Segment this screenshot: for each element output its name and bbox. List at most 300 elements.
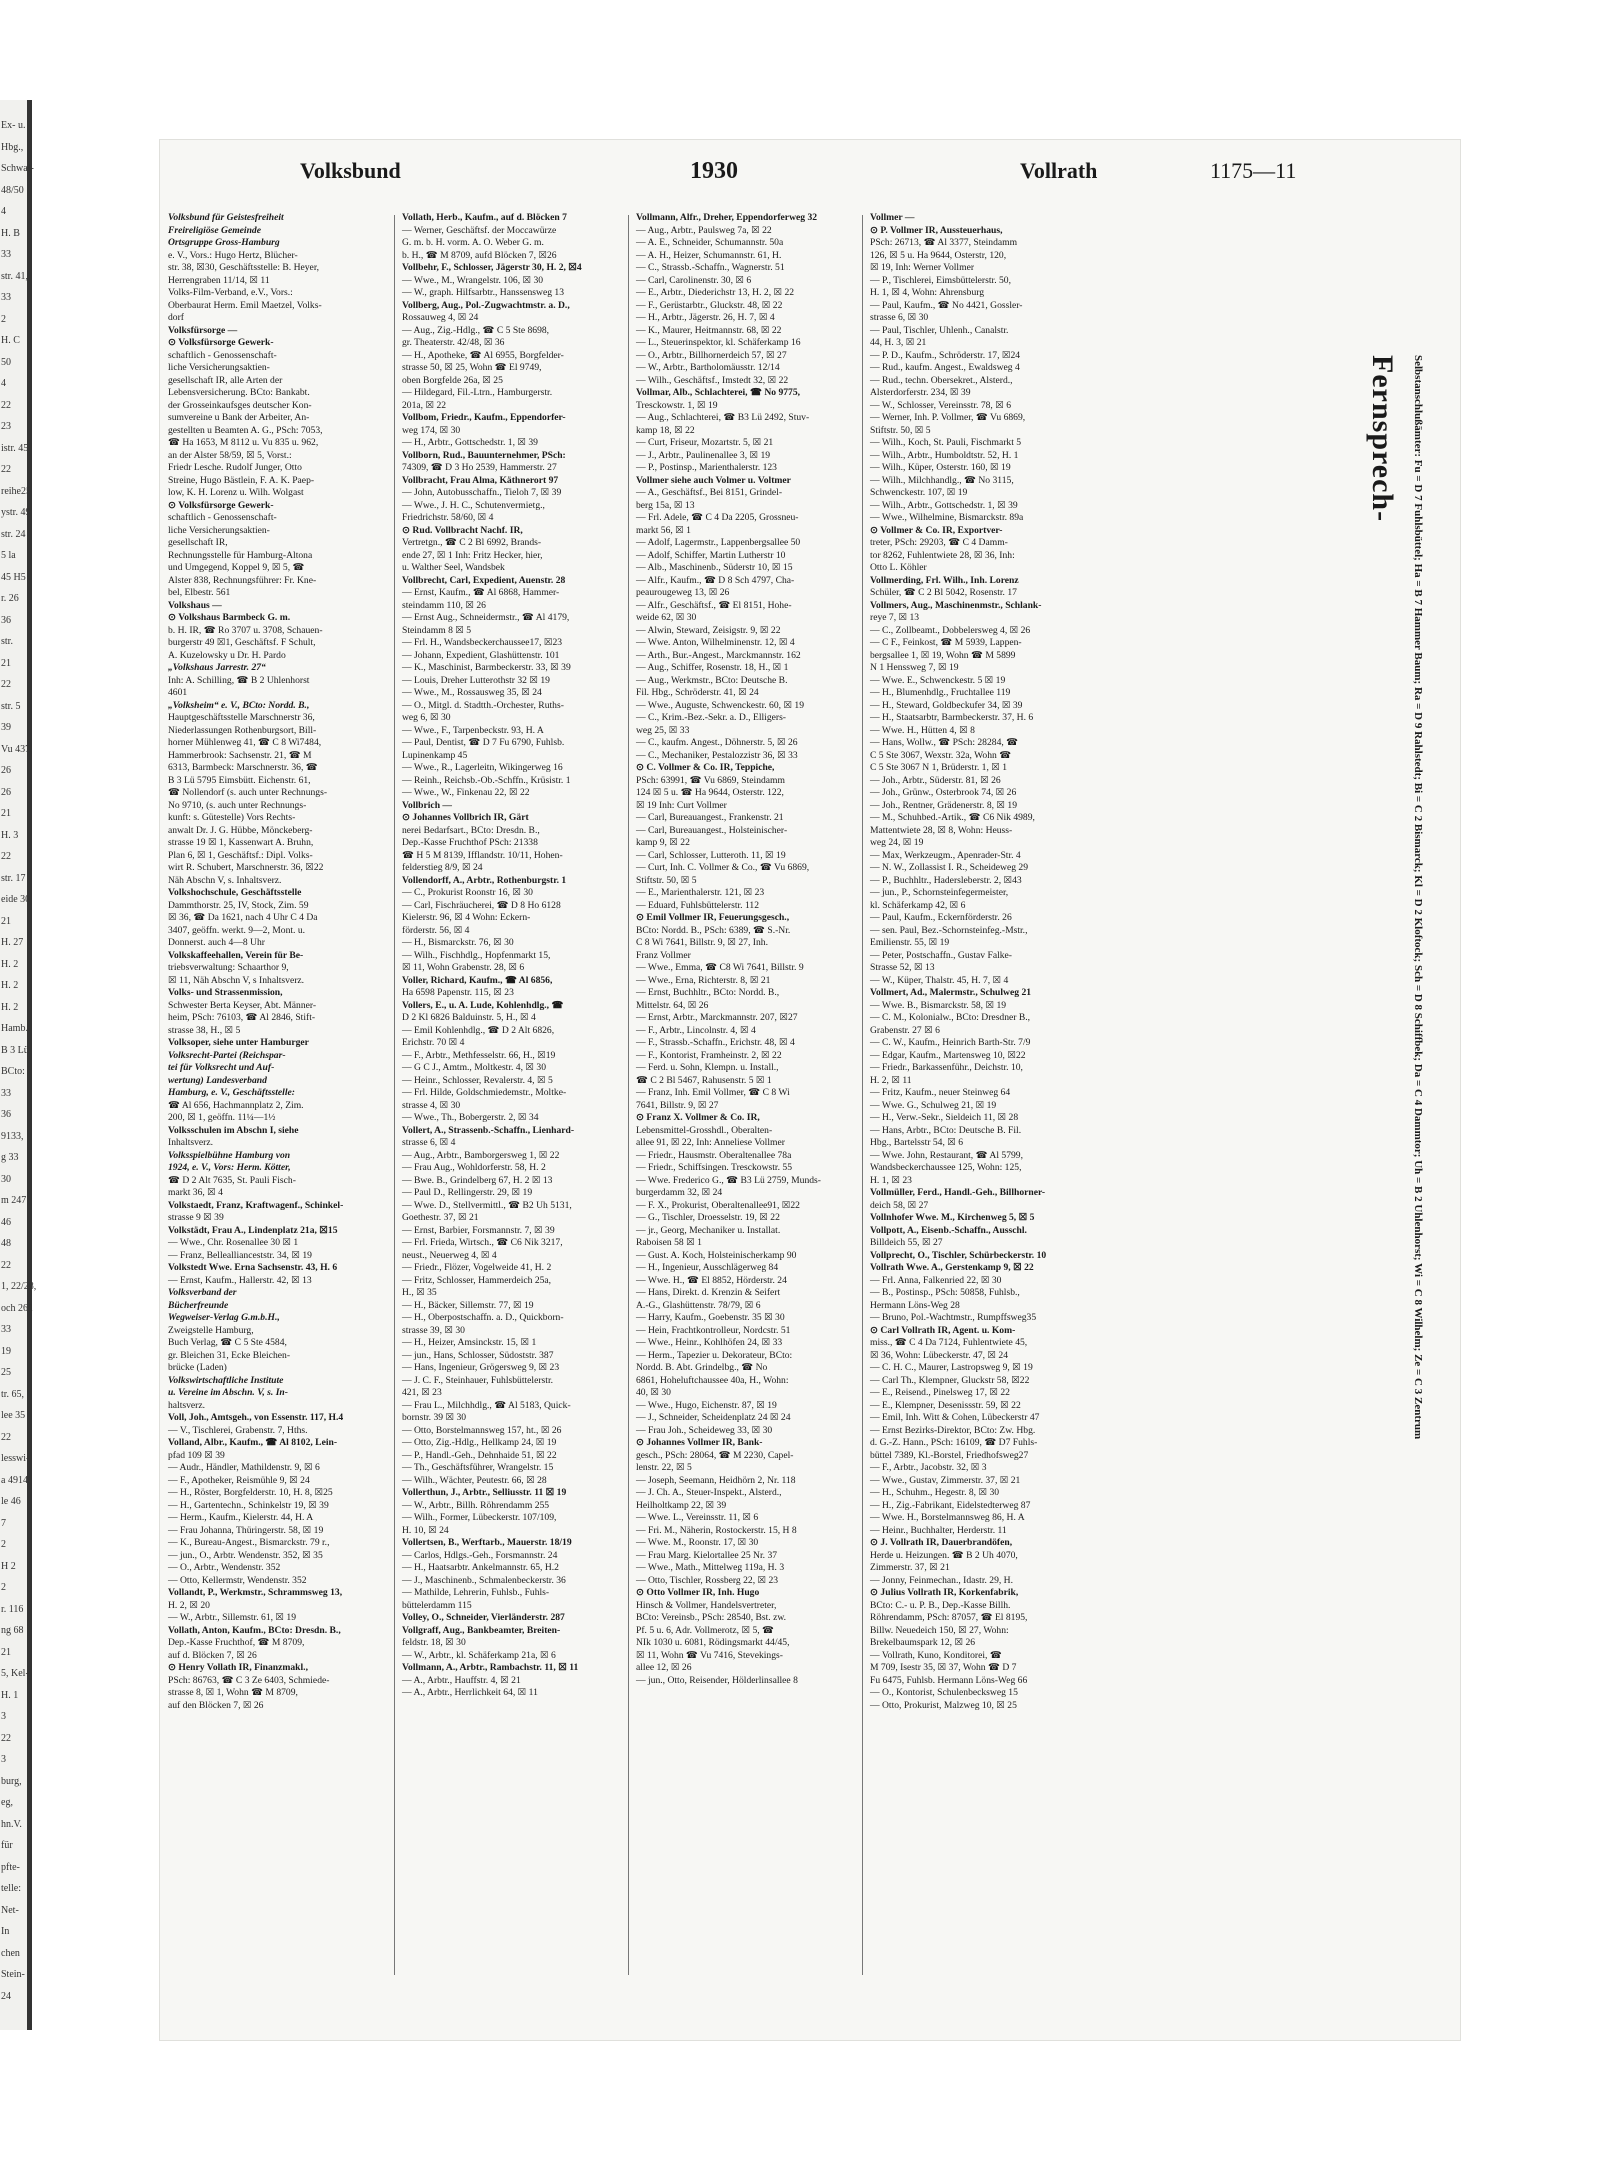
directory-entry-line: Vollbracht, Frau Alma, Käthnerort 97 — [402, 474, 559, 486]
directory-entry-line: gestellten u Beamten A. G., PSch: 7053, — [168, 424, 323, 436]
directory-entry-line: Volkstaedt, Franz, Kraftwagenf., Schinkel- — [168, 1199, 344, 1211]
directory-entry-line: — Frl. Hilde, Goldschmiedemstr., Moltke- — [402, 1087, 567, 1098]
directory-entry-line: „Volkshaus Jarrestr. 27“ — [168, 662, 266, 673]
directory-entry-line: — F., Arbtr., Jacobstr. 32, ☒ 3 — [870, 1462, 987, 1473]
directory-entry-line: PSch: 26713, ☎ Al 3377, Steindamm — [870, 237, 1018, 248]
directory-entry-line: Volkshaus — — [168, 599, 222, 611]
directory-entry-line: Hermann Löns-Weg 28 — [870, 1299, 960, 1311]
directory-entry-line: deich 58, ☒ 27 — [870, 1199, 929, 1211]
adjacent-text-fragment: lee 35 — [1, 1410, 26, 1421]
directory-entry-line: u. Vereine im Abschn. V, s. In- — [168, 1387, 288, 1398]
directory-entry-line: Inh: A. Schilling, ☎ B 2 Uhlenhorst — [168, 674, 310, 686]
directory-entry-line: — C. W., Kaufm., Heinrich Barth-Str. 7/9 — [870, 1037, 1031, 1048]
directory-entry-line: ⊙ Volksfürsorge Gewerk- — [168, 337, 274, 348]
directory-entry-line: — Heinr., Schlosser, Revalerstr. 4, ☒ 5 — [402, 1074, 553, 1086]
directory-entry-line: — A., Geschäftsf., Bei 8151, Grindel- — [636, 487, 783, 498]
directory-entry-line: büttelerdamm 115 — [402, 1599, 472, 1611]
directory-entry-line: H. 10, ☒ 24 — [402, 1524, 449, 1536]
adjacent-text-fragment: 3 — [1, 1711, 6, 1722]
directory-entry-line: Emilienstr. 55, ☒ 19 — [870, 937, 950, 948]
directory-entry-line: weg 174, ☒ 30 — [402, 424, 461, 436]
directory-entry-line: 40, ☒ 30 — [636, 1387, 671, 1398]
adjacent-text-fragment: 39 — [1, 722, 11, 733]
adjacent-text-fragment: 23 — [1, 421, 11, 432]
directory-entry-line: — Aug., Arbtr., Paulsweg 7a, ☒ 22 — [636, 224, 772, 236]
directory-entry-line: Vollmer siehe auch Volmer u. Voltmer — [636, 474, 791, 486]
directory-entry-line: Hauptgeschäftsstelle Marschnerstr 36, — [168, 712, 315, 723]
directory-entry-line: — P., Tischlerei, Eimsbüttelerstr. 50, — [870, 274, 1011, 286]
directory-entry-line: nerei Bedarfsart., BCto: Dresdn. B., — [402, 824, 540, 836]
directory-entry-line: — Wwe., Chr. Rosenallee 30 ☒ 1 — [168, 1237, 299, 1248]
adjacent-text-fragment: H. 2 — [1, 958, 19, 970]
directory-entry-line: — Paul, Kaufm., Eckernförderstr. 26 — [870, 912, 1012, 923]
directory-entry-line: — Wwe. Anton, Wilhelminenstr. 12, ☒ 4 — [636, 637, 795, 648]
directory-entry-line: Volkswirtschaftliche Institute — [168, 1374, 284, 1386]
directory-entry-line: Schwester Berta Keyser, Abt. Männer- — [168, 999, 317, 1011]
directory-entry-line: förderstr. 56, ☒ 4 — [402, 924, 470, 936]
directory-entry-line: Vollbrich — — [402, 799, 453, 811]
adjacent-text-fragment: In — [1, 1926, 10, 1937]
directory-entry-line: — Friedr., Schiffsingen. Tresckowstr. 55 — [636, 1162, 792, 1173]
directory-entry-line: und Umgegend, Koppel 9, ☒ 5, ☎ — [168, 562, 305, 573]
directory-entry-line: — Curt, Inh. C. Vollmer & Co., ☎ Vu 6869, — [636, 862, 810, 873]
directory-entry-line: weide 62, ☒ 30 — [636, 612, 697, 623]
directory-entry-line: Vollmar, Alb., Schlachterei, ☎ No 9775, — [636, 387, 801, 398]
directory-entry-line: u. Walther Seel, Wandsbek — [402, 562, 505, 573]
directory-entry-line: — Ernst, Barbier, Forsmannstr. 7, ☒ 39 — [402, 1224, 555, 1236]
adjacent-text-fragment: telle: — [1, 1883, 21, 1894]
directory-entry-line: Vollbrecht, Carl, Expedient, Auenstr. 28 — [402, 574, 566, 586]
directory-entry-line: Vollnhofer Wwe. M., Kirchenweg 5, ☒ 5 — [870, 1212, 1035, 1223]
directory-entry-line: schaftlich - Genossenschaft- — [168, 512, 277, 523]
directory-entry-line: — Wwe., Hugo, Eichenstr. 87, ☒ 19 — [636, 1399, 777, 1411]
directory-entry-line: wertung) Landesverband — [168, 1074, 267, 1086]
directory-entry-line: Vollprecht, O., Tischler, Schürbeckerstr. 10 — [870, 1249, 1047, 1261]
directory-entry-line: — Edgar, Kaufm., Martensweg 10, ☒22 — [870, 1049, 1026, 1061]
adjacent-text-fragment: pfte- — [1, 1861, 20, 1873]
directory-entry-line: Brekelbaumspark 12, ☒ 26 — [870, 1637, 976, 1648]
directory-entry-line: 4601 — [168, 687, 188, 698]
directory-entry-line: — Mathilde, Lehrerin, Fuhlsb., Fuhls- — [402, 1587, 550, 1598]
directory-entry-line: — Frl. Adele, ☎ C 4 Da 2205, Grossneu- — [636, 512, 799, 523]
directory-entry-line: der Grosseinkaufsges deutscher Kon- — [168, 399, 312, 411]
directory-entry-line: 44, H. 3, ☒ 21 — [870, 337, 927, 348]
adjacent-text-fragment: 45 H5 — [1, 571, 26, 583]
adjacent-text-fragment: str. 5 — [1, 700, 21, 712]
adjacent-text-fragment: 33 — [1, 249, 11, 260]
directory-entry-line: burgerstr 49 ☒1, Geschäftsf. F Schult, — [168, 637, 316, 648]
directory-entry-line: — Wwe. M., Roonstr. 17, ☒ 30 — [636, 1537, 759, 1548]
column-2 — [402, 212, 624, 1982]
directory-entry-line: Vollmann, A., Arbtr., Rambachstr. 11, ☒ 11 — [402, 1662, 579, 1673]
directory-entry-line: — Eduard, Fuhlsbüttelerstr. 112 — [636, 899, 760, 911]
directory-entry-line: — Hans, Direkt. d. Krenzin & Seifert — [636, 1287, 781, 1298]
directory-entry-line: Vollerthun, J., Arbtr., Selliusstr. 11 ☒ 19 — [402, 1487, 567, 1498]
adjacent-text-fragment: für — [1, 1840, 13, 1851]
directory-entry-line: Volksverband der — [168, 1287, 237, 1298]
directory-entry-line: — E., Reisend., Pinelsweg 17, ☒ 22 — [870, 1387, 1010, 1398]
column-4 — [870, 212, 1092, 1982]
directory-entry-line: bornstr. 39 ☒ 30 — [402, 1412, 467, 1423]
adjacent-text-fragment: Vu 437, — [1, 743, 33, 755]
adjacent-text-fragment: 4 — [1, 378, 6, 389]
directory-entry-line: ☎ C 2 Bl 5467, Rahusenstr. 5 ☒ 1 — [636, 1074, 772, 1086]
directory-entry-line: gesch., PSch: 28064, ☎ M 2230, Capel- — [636, 1449, 794, 1461]
directory-entry-line: büttel 7389, Kl.-Borstel, Friedhofsweg27 — [870, 1449, 1029, 1461]
directory-entry-line: BCto: Nordd. B., PSch: 6389, ☎ S.-Nr. — [636, 924, 791, 936]
adjacent-text-fragment: r. 116 — [1, 1603, 24, 1615]
directory-entry-line: Vollendorff, A., Arbtr., Rothenburgstr. 1 — [402, 874, 567, 886]
directory-entry-line: — Joh., Arbtr., Süderstr. 81, ☒ 26 — [870, 774, 1001, 786]
directory-entry-line: — Curt, Friseur, Mozartstr. 5, ☒ 21 — [636, 437, 774, 448]
directory-entry-line: — Alwin, Steward, Zeisigstr. 9, ☒ 22 — [636, 624, 781, 636]
adjacent-text-fragment: 5, Kel- — [1, 1668, 29, 1679]
directory-entry-line: Vollmers, Aug., Maschinenmstr., Schlank- — [870, 599, 1042, 611]
directory-entry-line: Alster 838, Rechnungsführer: Fr. Kne- — [168, 574, 317, 586]
directory-entry-line: auf d. Blöcken 7, ☒ 26 — [168, 1649, 257, 1661]
directory-entry-line: strasse 38, H., ☒ 5 — [168, 1024, 241, 1036]
directory-entry-line: — Max, Werkzeugm., Apenrader-Str. 4 — [870, 849, 1021, 861]
adjacent-text-fragment: 21 — [1, 915, 11, 927]
directory-entry-line: ⊙ Rud. Vollbracht Nachf. IR, — [402, 524, 523, 536]
directory-entry-line: Rechnungsstelle für Hamburg-Altona — [168, 549, 313, 561]
directory-entry-line: — Fritz, Kaufm., neuer Steinweg 64 — [870, 1087, 1011, 1098]
directory-entry-line: Vollmann, Alfr., Dreher, Eppendorferweg 32 — [636, 212, 818, 223]
directory-entry-line: Volkstedt Wwe. Erna Sachsenstr. 43, H. 6 — [168, 1262, 338, 1273]
directory-entry-line: — Aug., Werkmstr., BCto: Deutsche B. — [636, 674, 788, 686]
adjacent-text-fragment: Hbg., — [1, 141, 24, 153]
adjacent-text-fragment: 26 — [1, 765, 11, 776]
directory-entry-line: ⊙ C. Vollmer & Co. IR, Teppiche, — [636, 762, 775, 773]
directory-entry-line: ☎ Nollendorf (s. auch unter Rechnungs- — [168, 787, 328, 798]
directory-entry-line: Grabenstr. 27 ☒ 6 — [870, 1024, 940, 1036]
directory-entry-line: — H., Oberpostschaffn. a. D., Quickborn- — [402, 1312, 564, 1323]
directory-entry-line: — H., Arbtr., Jägerstr. 26, H. 7, ☒ 4 — [636, 312, 775, 323]
directory-entry-line: — H., Gartentechn., Schinkelstr 19, ☒ 39 — [168, 1499, 329, 1511]
directory-entry-line: Dep.-Kasse Fruchthof, ☎ M 8709, — [168, 1637, 305, 1648]
directory-entry-line: Volkskaffeehallen, Verein für Be- — [168, 949, 304, 961]
adjacent-text-fragment: lesswi- — [1, 1453, 30, 1464]
directory-entry-line: — Carl, Bureauangest., Frankenstr. 21 — [636, 812, 784, 823]
directory-entry-line: Volksspielbühne Hamburg von — [168, 1149, 291, 1161]
directory-entry-line: — Frl. Anna, Falkenried 22, ☒ 30 — [870, 1274, 1002, 1286]
directory-entry-line: horner Mühlenweg 41, ☎ C 8 Wi7484, — [168, 737, 322, 748]
directory-entry-line: — Jonny, Feinmechan., Idastr. 29, H. — [870, 1574, 1013, 1586]
directory-entry-line: — Carl, Carolinenstr. 30, ☒ 6 — [636, 274, 752, 286]
directory-entry-line: Hamburg, e. V., Geschäftsstelle: — [168, 1087, 295, 1098]
directory-entry-line: — Ernst, Buchhltr., BCto: Nordd. B., — [636, 987, 780, 998]
directory-entry-line: — Wwe., W., Finkenau 22, ☒ 22 — [402, 787, 530, 798]
directory-entry-line: C 5 Ste 3067, Wexstr. 32a, Wohn ☎ — [870, 749, 1012, 761]
directory-entry-line: — Ernst, Kaufm., ☎ Al 6868, Hammer- — [402, 587, 560, 598]
directory-entry-line: — Carl, Schlosser, Lutteroth. 11, ☒ 19 — [636, 849, 786, 861]
directory-entry-line: — Frl. Frieda, Wirtsch., ☎ C6 Nik 3217, — [402, 1237, 563, 1248]
directory-entry-line: — Wwe. H., Borstelmannsweg 86, H. A — [870, 1512, 1025, 1523]
directory-entry-line: low, K. H. Lorenz u. Wilh. Wolgast — [168, 487, 304, 498]
directory-entry-line: 6313, Barmbeck: Marschnerstr. 36, ☎ — [168, 762, 318, 773]
directory-entry-line: allee 12, ☒ 26 — [636, 1662, 692, 1673]
directory-entry-line: — Otto, Prokurist, Malzweg 10, ☒ 25 — [870, 1699, 1017, 1711]
directory-entry-line: — A., Arbtr., Hauffstr. 4, ☒ 21 — [402, 1674, 521, 1686]
directory-entry-line: kamp 18, ☒ 22 — [636, 424, 695, 436]
directory-entry-line: dorf — [168, 312, 184, 323]
sidebar-title: Fernsprech- — [1366, 355, 1399, 523]
directory-entry-line: — Ernst, Kaufm., Hallerstr. 42, ☒ 13 — [168, 1274, 312, 1286]
adjacent-text-fragment: 5 la — [1, 550, 16, 561]
directory-entry-line: — Aug., Arbtr., Bamborgersweg 1, ☒ 22 — [402, 1149, 560, 1161]
adjacent-text-fragment: 36 — [1, 1109, 11, 1120]
directory-entry-line: — W., Arbtr., kl. Schäferkamp 21a, ☒ 6 — [402, 1649, 556, 1661]
directory-entry-line: — C F., Feinkost, ☎ M 5939, Lappen- — [870, 637, 1022, 648]
directory-entry-line: Friedrichstr. 58/60, ☒ 4 — [402, 512, 494, 523]
directory-entry-line: — Wwe. E., Schwenckestr. 5 ☒ 19 — [870, 674, 1006, 686]
directory-entry-line: Nordd. B. Abt. Grindelbg., ☎ No — [636, 1362, 768, 1373]
adjacent-text-fragment: H. 27 — [1, 937, 24, 948]
directory-entry-line: — jr., Georg, Mechaniker u. Installat. — [636, 1224, 781, 1236]
directory-entry-line: — Ernst Bezirks-Direktor, BCto: Zw. Hbg. — [870, 1424, 1036, 1436]
directory-entry-line: Zimmerstr. 37, ☒ 21 — [870, 1562, 950, 1573]
directory-entry-line: Vollmert, Ad., Malermstr., Schulweg 21 — [870, 987, 1032, 998]
directory-entry-line: A.-G., Glashüttenstr. 78/79, ☒ 6 — [636, 1299, 761, 1311]
directory-entry-line: ☎ Al 656, Hachmannplatz 2, Zim. — [168, 1099, 304, 1111]
directory-entry-line: — H., Schuhm., Hegestr. 8, ☒ 30 — [870, 1487, 1000, 1498]
directory-entry-line: — Heinr., Buchhalter, Herderstr. 11 — [870, 1524, 1007, 1536]
directory-entry-line: — Wwe., F., Tarpenbeckstr. 93, H. A — [402, 724, 544, 736]
directory-entry-line: — F., Strassb.-Schaffn., Erichstr. 48, ☒ 4 — [636, 1037, 795, 1048]
directory-entry-line: Niederlassungen Rothenburgsort, Bill- — [168, 724, 317, 736]
directory-entry-line: — V., Tischlerei, Grabenstr. 7, Hths. — [168, 1424, 308, 1436]
page-gutter — [27, 100, 32, 2030]
directory-entry-line: Volksrecht-Partei (Reichspar- — [168, 1049, 286, 1061]
directory-entry-line: Volksbund für Geistesfreiheit — [168, 212, 284, 223]
directory-entry-line: — Wwe., Erna, Richterstr. 8, ☒ 21 — [636, 974, 771, 986]
directory-entry-line: „Volksheim“ e. V., BCto: Nordd. B., — [168, 699, 310, 711]
directory-entry-line: — H., Arbtr., Gottschedstr. 1, ☒ 39 — [402, 437, 538, 448]
directory-entry-line: auf den Blöcken 7, ☒ 26 — [168, 1699, 264, 1711]
adjacent-text-fragment: 33 — [1, 292, 11, 303]
directory-entry-line: Wandsbeckerchaussee 125, Wohn: 125, — [870, 1162, 1022, 1173]
directory-entry-line: — Paul, Tischler, Uhlenh., Canalstr. — [870, 324, 1009, 336]
directory-entry-line: Vollath, Anton, Kaufm., BCto: Dresdn. B., — [168, 1624, 341, 1636]
directory-entry-line: reye 7, ☒ 13 — [870, 612, 920, 623]
directory-entry-line: strasse 9 ☒ 39 — [168, 1212, 224, 1223]
directory-entry-line: BCto: C.- u. P. B., Dep.-Kasse Billh. — [870, 1599, 1011, 1611]
directory-entry-line: Schwenckestr. 107, ☒ 19 — [870, 487, 968, 498]
adjacent-text-fragment: 1, 22/28, — [1, 1281, 37, 1292]
directory-entry-line: — Fri. M., Näherin, Rostockerstr. 15, H 8 — [636, 1524, 797, 1536]
directory-entry-line: Alsterdorferstr. 234, ☒ 39 — [870, 387, 971, 398]
directory-entry-line: — Wilh., Arbtr., Gottschedstr. 1, ☒ 39 — [870, 499, 1018, 511]
directory-entry-line: strasse 6, ☒ 4 — [402, 1137, 456, 1148]
directory-entry-line: — E., Arbtr., Diederichstr 13, H. 2, ☒ 22 — [636, 287, 795, 298]
column-3 — [636, 212, 858, 1982]
directory-entry-line: Ortsgruppe Gross-Hamburg — [168, 237, 280, 248]
directory-entry-line: Strasse 52, ☒ 13 — [870, 962, 935, 973]
directory-entry-line: — Emil Kohlenhdlg., ☎ D 2 Alt 6826, — [402, 1024, 555, 1036]
directory-entry-line: — J., Schneider, Scheidenplatz 24 ☒ 24 — [636, 1412, 791, 1423]
directory-entry-line: — Hein, Frachtkontrolleur, Nordcstr. 51 — [636, 1324, 791, 1336]
directory-entry-line: Vollpott, A., Eisenb.-Schaffn., Ausschl. — [870, 1224, 1027, 1236]
directory-entry-line: — Reinh., Reichsb.-Ob.-Schffn., Krüsistr. 1 — [402, 774, 571, 786]
directory-entry-line: — P., Handl.-Geh., Dehnhaide 51, ☒ 22 — [402, 1449, 557, 1461]
adjacent-text-fragment: B 3 Lü — [1, 1044, 29, 1056]
directory-entry-line: Mittelstr. 64, ☒ 26 — [636, 999, 709, 1011]
directory-entry-line: H. 2, ☒ 20 — [168, 1599, 210, 1611]
directory-entry-line: — Ferd. u. Sohn, Klempn. u. Install., — [636, 1062, 779, 1073]
directory-entry-line: — Friedr., Hausmstr. Oberaltenallee 78a — [636, 1149, 792, 1161]
directory-entry-line: Dammthorstr. 25, IV, Stock, Zim. 59 — [168, 899, 309, 911]
adjacent-text-fragment: 19 — [1, 1345, 11, 1357]
directory-entry-line: Ha 6598 Papenstr. 115, ☒ 23 — [402, 987, 514, 998]
directory-entry-line: — A. H., Heizer, Schumannstr. 61, H. — [636, 249, 782, 261]
directory-entry-line: — Wilh., Geschäftsf., Imstedt 32, ☒ 22 — [636, 374, 789, 386]
directory-entry-line: — Th., Geschäftsführer, Wrangelstr. 15 — [402, 1462, 554, 1473]
directory-entry-line: — Ernst, Arbtr., Marckmannstr. 207, ☒27 — [636, 1012, 798, 1023]
directory-entry-line: steindamm 110, ☒ 26 — [402, 599, 486, 611]
directory-entry-line: Vollgraff, Aug., Bankbeamter, Breiten- — [402, 1624, 561, 1636]
directory-entry-line: — Wwe. H., ☎ El 8852, Hörderstr. 24 — [636, 1274, 787, 1286]
directory-entry-line: — Wwe., Auguste, Schwenckestr. 60, ☒ 19 — [636, 699, 805, 711]
directory-entry-line: — Aug., Zig.-Hdlg., ☎ C 5 Ste 8698, — [402, 324, 550, 336]
directory-entry-line: — Wwe., Math., Mittelweg 119a, H. 3 — [636, 1562, 785, 1573]
directory-entry-line: — Wwe. H., Hütten 4, ☒ 8 — [870, 724, 975, 736]
directory-entry-line: No 9710, (s. auch unter Rechnungs- — [168, 799, 307, 811]
header-left-keyword: Volksbund — [300, 158, 401, 183]
directory-entry-line: gesellschaft IR, alle Arten der — [168, 374, 283, 386]
directory-entry-line: — Hildegard, Fil.-Ltrn., Hamburgerstr. — [402, 387, 553, 398]
adjacent-text-fragment: 4 — [1, 206, 6, 217]
directory-entry-line: — Wilh., Former, Lübeckerstr. 107/109, — [402, 1512, 557, 1523]
adjacent-text-fragment: 7 — [1, 1517, 6, 1529]
directory-entry-line: treter, PSch: 29203, ☎ C 4 Damm- — [870, 537, 1008, 548]
directory-entry-line: C 8 Wi 7641, Billstr. 9, ☒ 27, Inh. — [636, 937, 768, 948]
header-right-keyword: Vollrath — [1020, 158, 1098, 183]
directory-entry-line: 421, ☒ 23 — [402, 1387, 442, 1398]
directory-entry-line: — C., Zollbeamt., Dobbelersweg 4, ☒ 26 — [870, 624, 1031, 636]
directory-entry-line: sumvereine u Bank der Arbeiter, An- — [168, 412, 310, 423]
directory-entry-line: 200, ☒ 1, geöffn. 11¼—1½ — [168, 1112, 276, 1123]
directory-entry-line: Stiftstr. 50, ☒ 5 — [870, 424, 931, 436]
directory-entry-line: Volksoper, siehe unter Hamburger — [168, 1037, 309, 1048]
directory-entry-line: — W., Schlosser, Vereinsstr. 78, ☒ 6 — [870, 399, 1012, 411]
directory-entry-line: — L., Steuerinspektor, kl. Schäferkamp 16 — [636, 337, 801, 348]
directory-entry-line: — Arth., Bur.-Angest., Marckmannstr. 162 — [636, 649, 801, 661]
directory-entry-line: — F., Arbtr., Methfesselstr. 66, H., ☒19 — [402, 1049, 556, 1061]
directory-entry-line: ☒ 36, Wohn: Lübeckerstr. 47, ☒ 24 — [870, 1349, 1009, 1361]
directory-entry-line: — Werner, Inh. P. Vollmer, ☎ Vu 6869, — [870, 412, 1026, 423]
directory-entry-line: Volks-Film-Verband, e.V., Vors.: — [168, 287, 293, 298]
directory-entry-line: — Wwe., Heinr., Kohlhöfen 24, ☒ 33 — [636, 1337, 783, 1348]
directory-entry-line: — Otto, Tischler, Rossberg 22, ☒ 23 — [636, 1574, 779, 1586]
directory-entry-line: — Wwe., Gustav, Zimmerstr. 37, ☒ 21 — [870, 1474, 1021, 1486]
directory-entry-line: e. V., Vors.: Hugo Hertz, Blücher- — [168, 249, 298, 261]
directory-entry-line: strasse 4, ☒ 30 — [402, 1099, 461, 1111]
directory-entry-line: Röhrendamm, PSch: 87057, ☎ El 8195, — [870, 1612, 1028, 1623]
directory-entry-line: — Harry, Kaufm., Goebenstr. 35 ☒ 30 — [636, 1312, 785, 1323]
directory-entry-line: — Wwe. B., Bismarckstr. 58, ☒ 19 — [870, 999, 1007, 1011]
directory-entry-line: Freireligiöse Gemeinde — [168, 224, 261, 236]
adjacent-text-fragment: H. B — [1, 227, 20, 239]
directory-entry-line: Lebensmittel-Grosshdl., Oberalten- — [636, 1124, 773, 1136]
directory-entry-line: Volksschulen im Abschn I, siehe — [168, 1124, 299, 1136]
directory-entry-line: PSch: 86763, ☎ C 3 Ze 6403, Schmiede- — [168, 1674, 330, 1686]
directory-entry-line: — H., Blumenhdlg., Fruchtallee 119 — [870, 687, 1011, 698]
directory-entry-line: H. 1, ☒ 4, Wohn: Ahrensburg — [870, 287, 985, 298]
directory-entry-line: Vollandt, P., Werkmstr., Schrammsweg 13, — [168, 1587, 343, 1598]
adjacent-text-fragment: 22 — [1, 1732, 11, 1744]
adjacent-text-fragment: 33 — [1, 1087, 11, 1099]
directory-entry-line: ☒ 11, Näh Abschn V, s Inhaltsverz. — [168, 974, 305, 986]
adjacent-text-fragment: Ex- u. — [1, 120, 26, 131]
directory-entry-line: Friedr Lesche. Rudolf Junger, Otto — [168, 462, 302, 473]
directory-entry-line: strasse 39, ☒ 30 — [402, 1324, 465, 1336]
directory-entry-line: ☒ 11, Wohn ☎ Vu 7416, Stevekings- — [636, 1649, 783, 1661]
directory-entry-line: — Wwe., Wilhelmine, Bismarckstr. 89a — [870, 512, 1024, 523]
directory-entry-line: — G C J., Amtm., Moltkestr. 4, ☒ 30 — [402, 1062, 546, 1073]
directory-entry-line: burgerdamm 32, ☒ 24 — [636, 1187, 723, 1198]
directory-entry-line: — Joh., Grünw., Osterbrook 74, ☒ 26 — [870, 787, 1017, 798]
directory-entry-line: 201a, ☒ 22 — [402, 399, 447, 411]
directory-entry-line: — Paul, Dentist, ☎ D 7 Fu 6790, Fuhlsb. — [402, 737, 565, 748]
directory-entry-line: — Carl, Fischräucherei, ☎ D 8 Ho 6128 — [402, 899, 561, 911]
adjacent-text-fragment: 2 — [1, 313, 6, 325]
adjacent-text-fragment: H. 2 — [1, 980, 19, 991]
adjacent-text-fragment: str. — [1, 636, 13, 647]
directory-entry-line: 1924, e. V., Vors: Herm. Kötter, — [168, 1162, 291, 1173]
directory-entry-line: — Carl, Bureauangest., Holsteinischer- — [636, 824, 788, 836]
adjacent-text-fragment: 21 — [1, 808, 11, 819]
directory-entry-line: — Hans, Arbtr., BCto: Deutsche B. Fil. — [870, 1124, 1022, 1136]
directory-entry-line: liche Versicherungsaktien- — [168, 524, 270, 536]
directory-entry-line: Volkshochschule, Geschäftsstelle — [168, 887, 302, 898]
directory-entry-line: — Franz, Belleallianceststr. 34, ☒ 19 — [168, 1249, 312, 1261]
directory-entry-line: — Alfr., Kaufm., ☎ D 8 Sch 4797, Cha- — [636, 574, 795, 586]
directory-entry-line: — E., Marienthalerstr. 121, ☒ 23 — [636, 887, 765, 898]
directory-entry-line: — jun., O., Arbtr. Wendenstr. 352, ☒ 35 — [168, 1549, 323, 1561]
directory-entry-line: Vollborn, Rud., Bauunternehmer, PSch: — [402, 449, 566, 461]
adjacent-text-fragment: 2 — [1, 1539, 6, 1550]
directory-entry-line: strasse 6, ☒ 30 — [870, 312, 929, 323]
directory-entry-line: — K., Maurer, Heitmannstr. 68, ☒ 22 — [636, 324, 782, 336]
directory-entry-line: Heilholtkamp 22, ☒ 39 — [636, 1499, 727, 1511]
directory-entry-line: — F. X., Prokurist, Oberaltenallee91, ☒22 — [636, 1199, 800, 1211]
directory-entry-line: felderstieg 8/9, ☒ 24 — [402, 862, 483, 873]
directory-entry-line: — C. H. C., Maurer, Lastropsweg 9, ☒ 19 — [870, 1362, 1033, 1373]
directory-entry-line: b. H. IR, ☎ Ro 3707 u. 3708, Schauen- — [168, 624, 323, 636]
directory-entry-line: — Otto, Zig.-Hdlg., Hellkamp 24, ☒ 19 — [402, 1437, 557, 1448]
adjacent-text-fragment: 22 — [1, 399, 11, 411]
directory-entry-line: — F., Apotheker, Reismühle 9, ☒ 24 — [168, 1474, 310, 1486]
column-1 — [168, 212, 390, 1982]
directory-entry-line: — C., kaufm. Angest., Döhnerstr. 5, ☒ 26 — [636, 737, 798, 748]
directory-entry-line: — Frau L., Milchhdlg., ☎ Al 5183, Quick- — [402, 1399, 571, 1411]
directory-entry-line: Inhaltsverz. — [168, 1137, 214, 1148]
directory-entry-line: Vollmüller, Ferd., Handl.-Geh., Billhorner- — [870, 1187, 1046, 1198]
directory-entry-line: allee 91, ☒ 22, Inh: Anneliese Vollmer — [636, 1137, 785, 1148]
directory-entry-line: — Wilh., Arbtr., Humboldtstr. 52, H. 1 — [870, 449, 1019, 461]
directory-entry-line: feldstr. 18, ☒ 30 — [402, 1637, 466, 1648]
directory-entry-line: H., ☒ 35 — [402, 1287, 437, 1298]
directory-entry-line: — Otto, Kellermstr, Wendenstr. 352 — [168, 1574, 307, 1586]
directory-entry-line: brücke (Laden) — [168, 1362, 227, 1373]
directory-entry-line: — Peter, Postschaffn., Gustav Falke- — [870, 949, 1012, 961]
directory-entry-line: Volkstädt, Frau A., Lindenplatz 21a, ☒15 — [168, 1224, 338, 1236]
directory-entry-line: ⊙ Emil Vollmer IR, Feuerungsgesch., — [636, 912, 790, 923]
directory-entry-line: Billdeich 55, ☒ 27 — [870, 1237, 943, 1248]
adjacent-text-fragment: 36 — [1, 614, 11, 626]
directory-entry-line: — J., Arbtr., Paulinenallee 3, ☒ 19 — [636, 449, 771, 461]
directory-entry-line: Billw. Neuedeich 150, ☒ 27, Wohn: — [870, 1624, 1009, 1636]
